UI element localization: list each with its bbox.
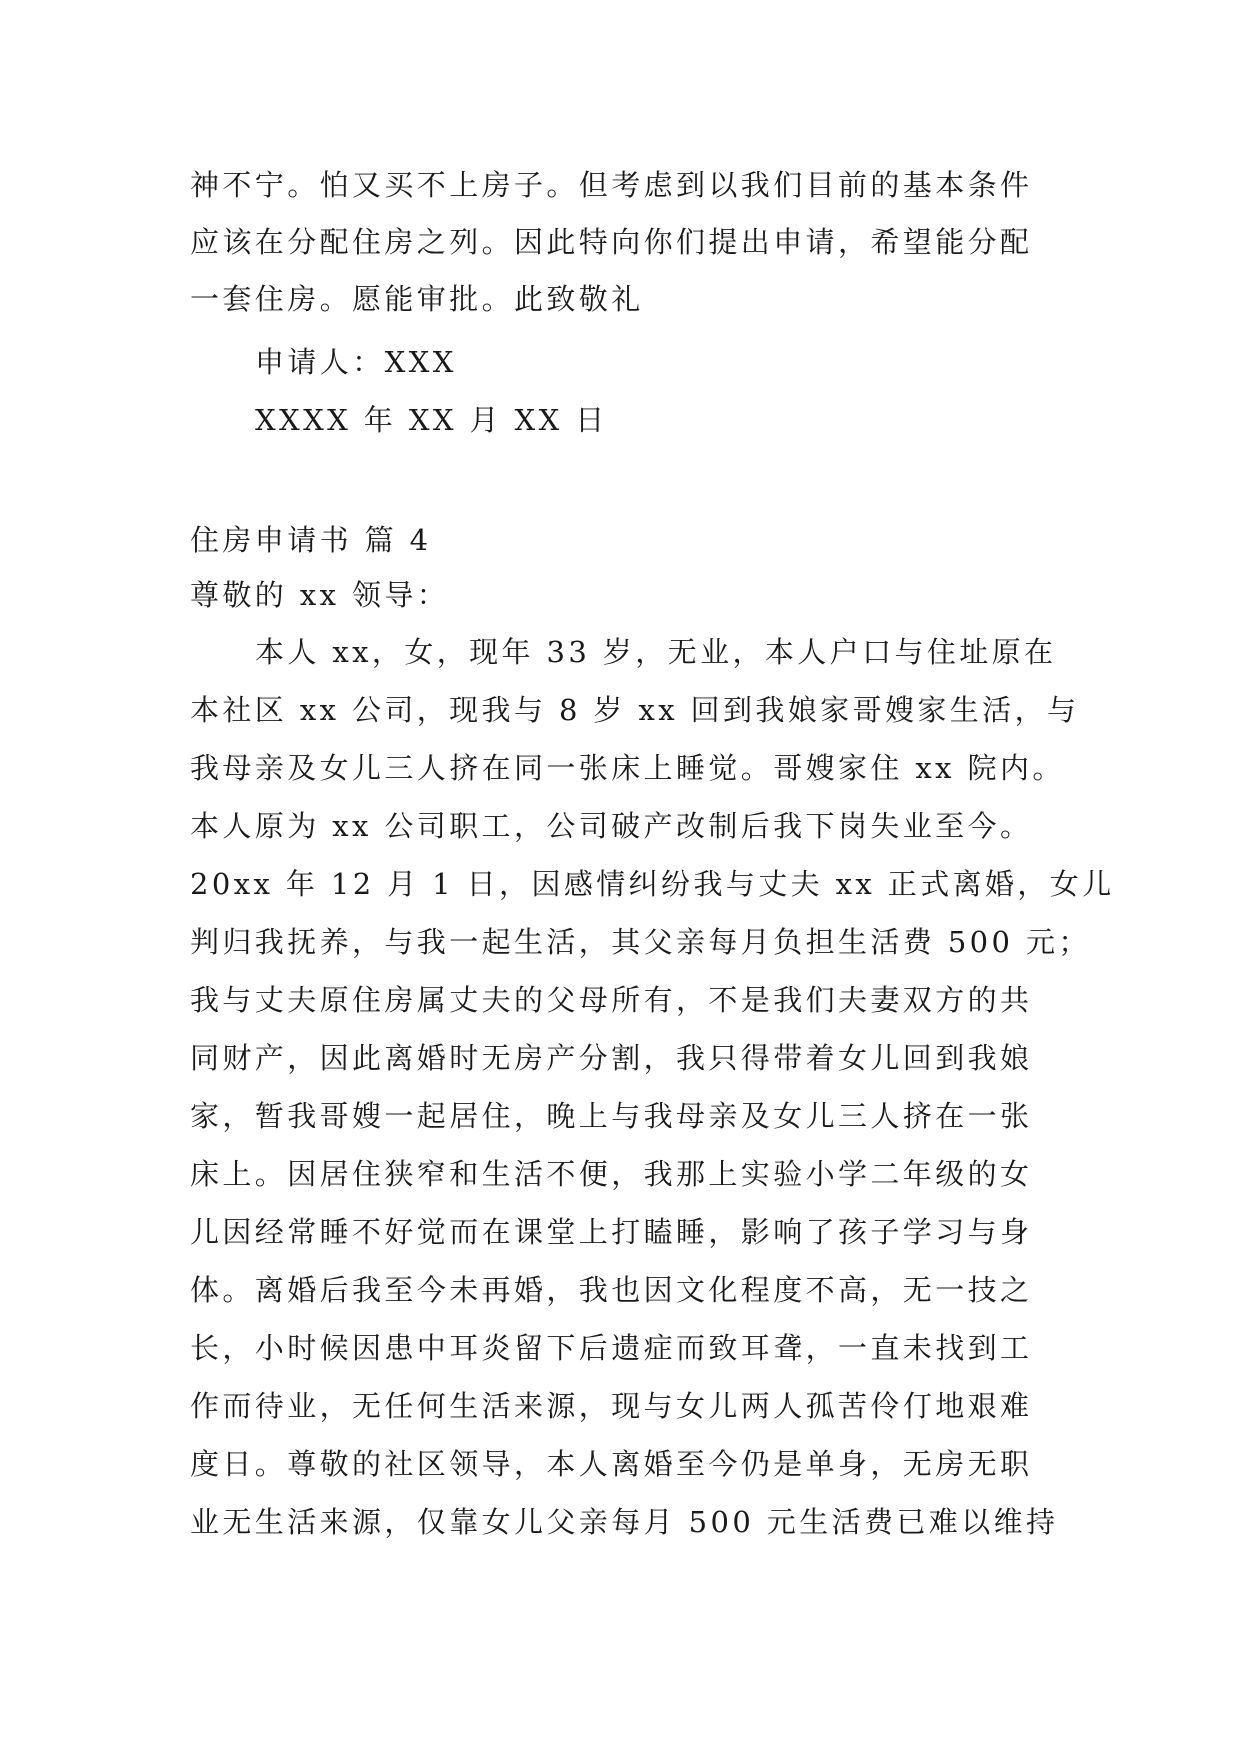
paragraph-line: 儿因经常睡不好觉而在课堂上打瞌睡，影响了孩子学习与身 [190, 1215, 1033, 1249]
paragraph-line: 长，小时候因患中耳炎留下后遗症而致耳聋，一直未找到工 [190, 1331, 1033, 1365]
paragraph-line: 我与丈夫原住房属丈夫的父母所有，不是我们夫妻双方的共 [190, 983, 1033, 1017]
paragraph-line: 体。离婚后我至今未再婚，我也因文化程度不高，无一技之 [190, 1273, 1033, 1307]
paragraph-line: 业无生活来源，仅靠女儿父亲每月 500 元生活费已难以维持 [190, 1505, 1059, 1539]
paragraph-line: 本人原为 xx 公司职工，公司破产改制后我下岗失业至今。 [190, 809, 1033, 843]
paragraph-line: 床上。因居住狭窄和生活不便，我那上实验小学二年级的女 [190, 1157, 1033, 1191]
paragraph-line: 判归我抚养，与我一起生活，其父亲每月负担生活费 500 元； [190, 925, 1091, 959]
section-title: 住房申请书 篇 4 [190, 523, 432, 557]
paragraph-line: 神不宁。怕又买不上房子。但考虑到以我们目前的基本条件 [190, 168, 1033, 202]
paragraph-line: 一套住房。愿能审批。此致敬礼 [190, 282, 644, 316]
salutation: 尊敬的 xx 领导： [190, 578, 450, 612]
application-date: XXXX 年 XX 月 XX 日 [255, 403, 608, 437]
paragraph-line: 20xx 年 12 月 1 日，因感情纠纷我与丈夫 xx 正式离婚，女儿 [190, 867, 1115, 901]
paragraph-line: 本社区 xx 公司，现我与 8 岁 xx 回到我娘家哥嫂家生活，与 [190, 693, 1080, 727]
paragraph-line: 度日。尊敬的社区领导，本人离婚至今仍是单身，无房无职 [190, 1447, 1033, 1481]
applicant-signature: 申请人：XXX [255, 345, 457, 379]
paragraph-line: 作而待业，无任何生活来源，现与女儿两人孤苦伶仃地艰难 [190, 1389, 1033, 1423]
paragraph-line: 同财产，因此离婚时无房产分割，我只得带着女儿回到我娘 [190, 1041, 1033, 1075]
paragraph-line: 家，暂我哥嫂一起居住，晚上与我母亲及女儿三人挤在一张 [190, 1099, 1033, 1133]
paragraph-line: 我母亲及女儿三人挤在同一张床上睡觉。哥嫂家住 xx 院内。 [190, 751, 1065, 785]
paragraph-line: 本人 xx，女，现年 33 岁，无业，本人户口与住址原在 [255, 635, 1057, 669]
paragraph-line: 应该在分配住房之列。因此特向你们提出申请，希望能分配 [190, 225, 1033, 259]
